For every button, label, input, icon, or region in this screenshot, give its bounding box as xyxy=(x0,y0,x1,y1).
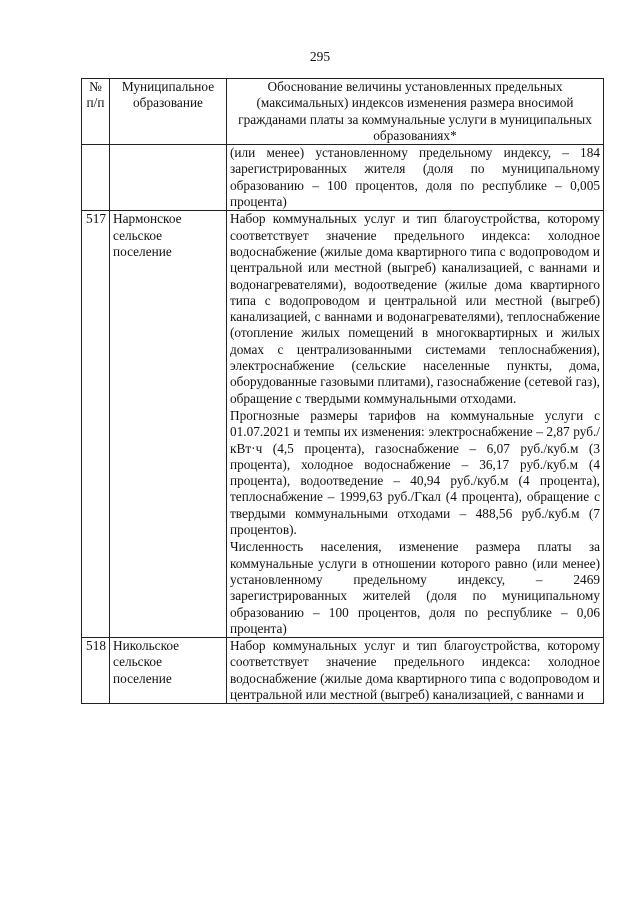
table-row xyxy=(82,211,604,638)
row-municipality: Нармонское сельское поселение xyxy=(110,211,227,638)
row-number: 518 xyxy=(82,638,110,704)
header-basis: Обоснование величины установленных предельных (максимальных) индексов изменения размера вносимой гражданами платы за коммунальные услуги в муниципальных образованиях* xyxy=(227,79,604,145)
row-basis xyxy=(227,211,604,638)
row-paragraph: Набор коммунальных услуг и тип благоустройства, которому соответствует значение предельного индекса: холодное водоснабжение (жилые дома квартирного типа с водопроводом и центральной или местной (выгреб) канализацией, с ваннами и xyxy=(230,638,600,702)
table-row xyxy=(82,638,604,704)
row-paragraph: (или менее) установленному предельному индексу, – 184 зарегистрированных жителя (доля по муниципальному образованию – 100 процентов, доля по республике – 0,005 процента) xyxy=(230,145,600,210)
row-basis xyxy=(227,638,604,704)
table-row xyxy=(82,145,604,211)
row-paragraph: Набор коммунальных услуг и тип благоустройства, которому соответствует значение предельного индекса: холодное водоснабжение (жилые дома квартирного типа с водопроводом и центральной или местной (выгреб) канализацией, с ваннами и водонагревателями), водоотведение (жилые дома квартирного типа с водопроводом и центральной или местной (выгреб) канализацией, с ваннами и водонагревателями), теплоснабжение (отопление жилых помещений в многоквартирных и жилых домах с централизованными системами теплоснабжения), электроснабжение (сельские населенные пункты, дома, оборудованные газовыми плитами), газоснабжение (сетевой газ), обращение с твердыми коммунальными отходами. xyxy=(230,211,600,406)
page-number: 295 xyxy=(309,49,331,64)
row-municipality: Никольское сельское поселение xyxy=(110,638,227,704)
row-paragraph: Прогнозные размеры тарифов на коммунальные услуги с 01.07.2021 и темпы их изменения: электроснабжение – 2,87 руб./кВт·ч (4,5 процента), газоснабжение – 6,07 руб./куб.м (3 процента), холодное водоснабжение – 36,17 руб./куб.м (4 процента), водоотведение – 40,94 руб./куб.м (4 процента), теплоснабжение – 1999,63 руб./Гкал (4 процента), обращение с твердыми коммунальными отходами – 488,56 руб./куб.м (7 процентов). xyxy=(230,407,600,538)
header-num: № п/п xyxy=(82,79,110,145)
row-paragraph: Численность населения, изменение размера платы за коммунальные услуги в отношении которого равно (или менее) установленному предельному индексу, – 2469 зарегистрированных жителей (доля по муниципальному образованию – 100 процентов, доля по республике – 0,06 процента) xyxy=(230,539,600,636)
table-header-row xyxy=(82,79,604,145)
tariff-table xyxy=(81,78,604,704)
row-municipality xyxy=(110,145,227,211)
header-municipality: Муниципальное образование xyxy=(110,79,227,145)
row-number: 517 xyxy=(82,211,110,638)
row-basis xyxy=(227,145,604,211)
row-number xyxy=(82,145,110,211)
